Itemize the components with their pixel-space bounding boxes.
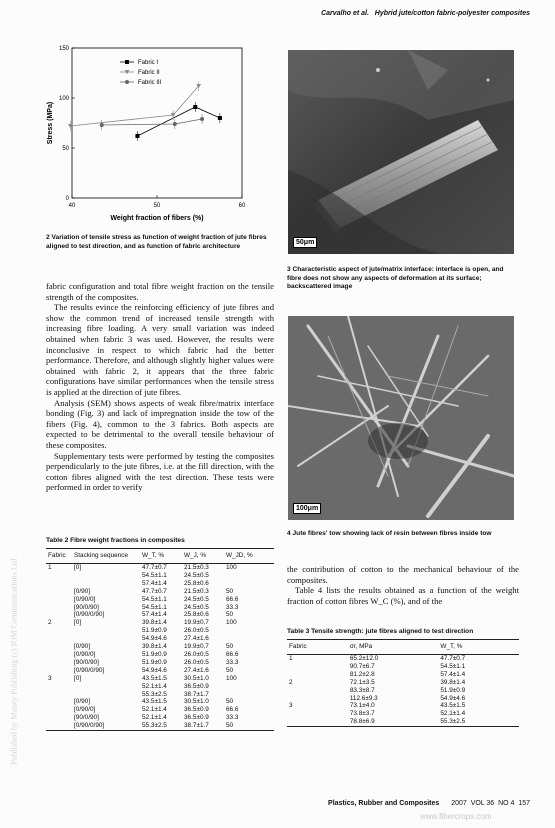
table-2-caption: Table 2 Fibre weight fractions in composites bbox=[46, 537, 185, 544]
table-cell: [0/90/0] bbox=[74, 595, 96, 603]
table-cell: 24.5±0.5 bbox=[184, 571, 209, 579]
sem-interface-image bbox=[288, 50, 514, 254]
table-cell: 57.4±1.4 bbox=[142, 611, 167, 619]
table-cell: 47.7±0.7 bbox=[142, 587, 167, 595]
table-cell: 54.9±4.6 bbox=[440, 694, 466, 702]
paragraph: fabric configuration and total fibre weight fraction on the tensile strength of the composites. bbox=[46, 281, 274, 302]
table-row bbox=[46, 683, 274, 691]
table-cell: [90/0/90] bbox=[74, 603, 99, 611]
table-cell: 66.6 bbox=[226, 650, 239, 658]
table-cell: 25.8±0.6 bbox=[184, 579, 209, 587]
table-cell: 1 bbox=[48, 564, 52, 571]
table-cell: [0/90/0/90] bbox=[74, 611, 105, 619]
table-row bbox=[46, 619, 274, 627]
table-cell: 19.9±0.7 bbox=[184, 619, 209, 627]
table-row bbox=[46, 572, 274, 580]
table-cell: [0/90] bbox=[74, 587, 90, 595]
x-tick-label: 60 bbox=[238, 203, 246, 209]
series-line-2 bbox=[70, 86, 198, 126]
x-tick-label: 50 bbox=[153, 203, 161, 209]
y-tick-label: 100 bbox=[58, 96, 69, 102]
header-authors: Carvalho et al. bbox=[321, 10, 369, 17]
table-cell bbox=[46, 580, 72, 588]
table-header-cell: W_T, % bbox=[440, 643, 463, 651]
table-row bbox=[46, 588, 274, 596]
table-cell bbox=[224, 572, 274, 580]
column-2-body bbox=[287, 564, 519, 606]
table-cell: 26.0±0.5 bbox=[184, 650, 209, 658]
table-cell: 30.5±1.0 bbox=[184, 674, 209, 682]
scale-bar-100um: 100μm bbox=[293, 503, 321, 514]
legend-marker bbox=[125, 60, 129, 64]
paragraph: Table 4 lists the results obtained as a function of the weight fraction of cotton fibres W_C (%), and of the bbox=[287, 585, 519, 606]
table-cell: [0/90/0/90] bbox=[74, 666, 105, 674]
table-cell: [0/90] bbox=[74, 698, 90, 706]
sem-tow-image bbox=[288, 316, 514, 520]
y-tick-label: 0 bbox=[65, 196, 69, 202]
x-tick-label: 40 bbox=[68, 203, 76, 209]
table-cell: [0/90/0/90] bbox=[74, 722, 105, 730]
table-cell: 33.3 bbox=[226, 658, 239, 666]
table-cell: 54.5±1.1 bbox=[142, 603, 167, 611]
table-cell: 50 bbox=[226, 722, 234, 730]
table-row bbox=[287, 655, 519, 663]
table-row bbox=[46, 611, 274, 619]
table-row bbox=[46, 659, 274, 667]
table-cell bbox=[72, 683, 140, 691]
table-cell bbox=[46, 643, 72, 651]
table-cell bbox=[287, 687, 348, 695]
paragraph: the contribution of cotton to the mechanical behaviour of the composites. bbox=[287, 564, 519, 585]
y-tick-label: 150 bbox=[58, 46, 69, 52]
table-cell: 54.5±1.1 bbox=[142, 595, 167, 603]
data-point bbox=[100, 123, 104, 127]
table-cell bbox=[72, 635, 140, 643]
table-row bbox=[287, 679, 519, 687]
table-row bbox=[46, 604, 274, 612]
table-cell: 55.3±2.5 bbox=[440, 718, 466, 726]
table-row bbox=[46, 698, 274, 706]
table-cell bbox=[224, 627, 274, 635]
running-header bbox=[290, 10, 530, 17]
table-cell: 78.8±6.9 bbox=[349, 718, 375, 726]
table-row bbox=[46, 691, 274, 699]
table-cell: [90/0/90] bbox=[74, 658, 99, 666]
table-3-grid bbox=[287, 639, 519, 727]
table-cell: 3 bbox=[289, 702, 293, 710]
table-cell: 57.4±1.4 bbox=[440, 670, 466, 678]
table-cell: 21.5±0.3 bbox=[184, 587, 209, 595]
table-cell: 72.1±3.5 bbox=[349, 678, 375, 686]
table-row bbox=[46, 580, 274, 588]
table-header-cell: Fabric bbox=[289, 643, 307, 651]
series-line-1 bbox=[137, 107, 219, 136]
side-watermark bbox=[4, 270, 19, 770]
table-cell: 50 bbox=[226, 587, 234, 595]
table-cell: 73.1±4.0 bbox=[349, 702, 375, 710]
table-cell bbox=[46, 722, 72, 730]
table-cell: 47.7±0.7 bbox=[440, 655, 466, 662]
table-row bbox=[287, 718, 519, 726]
table-cell: 47.7±0.7 bbox=[142, 564, 167, 571]
table-cell bbox=[46, 691, 72, 699]
table-cell: 100 bbox=[226, 674, 237, 682]
paragraph: The results evince the reinforcing efficiency of jute fibres and show the common trend of increased tensile strength with increasing fibre loading. A very small variation was indeed obtained when fabric 3 was used. However, the results were inconclusive in respect to which fabric had the better performance. Therefore, and although slightly higher values were obtained with fabric 2, it appears that the three fabric configurations have similar performances when the tensile stress is applied at the direction of jute fibres. bbox=[46, 302, 274, 397]
table-cell bbox=[46, 714, 72, 722]
table-cell bbox=[72, 691, 140, 699]
table-cell: 27.4±1.6 bbox=[184, 666, 209, 674]
table-cell: 55.3±2.5 bbox=[142, 722, 167, 730]
table-cell bbox=[72, 580, 140, 588]
table-cell: 50 bbox=[226, 643, 234, 651]
table-cell: 66.6 bbox=[226, 595, 239, 603]
paragraph: Supplementary tests were performed by testing the composites perpendicularly to the jute fibres, i.e. at the fill direction, with the cotton fibres aligned with the test direction. These tests were performed in order to verify bbox=[46, 450, 274, 493]
table-cell bbox=[46, 667, 72, 675]
series-line-3 bbox=[102, 119, 202, 125]
figure-3-sem-image bbox=[288, 50, 514, 254]
table-cell: 43.5±1.5 bbox=[142, 698, 167, 706]
table-row bbox=[46, 667, 274, 675]
table-cell: 52.1±1.4 bbox=[142, 706, 167, 714]
table-cell bbox=[46, 604, 72, 612]
page-footer bbox=[300, 800, 530, 807]
table-cell bbox=[46, 572, 72, 580]
table-cell: 50 bbox=[226, 611, 234, 619]
data-point bbox=[218, 116, 222, 120]
table-cell bbox=[46, 651, 72, 659]
table-cell bbox=[287, 671, 348, 679]
table-cell: 50 bbox=[226, 698, 234, 706]
table-header-cell: W_JD, % bbox=[226, 552, 253, 560]
table-cell: 50 bbox=[226, 666, 234, 674]
table-row bbox=[46, 596, 274, 604]
table-cell: [0] bbox=[74, 564, 82, 571]
footer-journal: Plastics, Rubber and Composites bbox=[328, 800, 440, 807]
table-cell: 36.5±0.9 bbox=[184, 706, 209, 714]
site-watermark: www.fibercrops.com bbox=[420, 812, 492, 821]
table-row bbox=[287, 671, 519, 679]
table-cell: 38.7±1.7 bbox=[184, 690, 209, 698]
table-cell: 100 bbox=[226, 619, 237, 627]
table-cell: [0/90/0] bbox=[74, 706, 96, 714]
table-cell: 66.6 bbox=[226, 706, 239, 714]
table-cell: 25.8±0.6 bbox=[184, 611, 209, 619]
table-cell: [0/90] bbox=[74, 643, 90, 651]
legend-label: Fabric I bbox=[138, 60, 159, 67]
data-point bbox=[135, 134, 139, 138]
table-cell bbox=[46, 611, 72, 619]
table-cell: [0] bbox=[74, 674, 82, 682]
table-cell: 21.5±0.3 bbox=[184, 564, 209, 571]
table-header-cell: Stacking sequence bbox=[74, 552, 129, 560]
table-cell: 51.9±0.9 bbox=[142, 658, 167, 666]
table-row bbox=[46, 651, 274, 659]
table-cell: 54.5±1.1 bbox=[440, 662, 466, 670]
footer-year: 2007 bbox=[451, 800, 467, 807]
table-cell: 33.3 bbox=[226, 714, 239, 722]
table-cell: 19.9±0.7 bbox=[184, 643, 209, 651]
figure-2-caption: 2 Variation of tensile stress as function of weight fraction of jute fibres aligned to test direction, and as function of fabric architecture bbox=[46, 234, 267, 250]
table-cell: [0] bbox=[74, 619, 82, 627]
table-cell bbox=[46, 588, 72, 596]
table-cell: 52.1±1.4 bbox=[142, 682, 167, 690]
table-cell: 55.3±2.5 bbox=[142, 690, 167, 698]
table-header-cell: W_T, % bbox=[142, 552, 165, 560]
table-cell: 81.2±2.8 bbox=[349, 670, 375, 678]
table-cell: 38.7±1.7 bbox=[184, 722, 209, 730]
footer-volume: VOL 36 bbox=[470, 800, 495, 807]
table-cell bbox=[46, 596, 72, 604]
table-cell: 65.2±12.0 bbox=[349, 655, 379, 662]
table-cell: 27.4±1.6 bbox=[184, 635, 209, 643]
table-cell bbox=[224, 691, 274, 699]
table-header-cell: W_J, % bbox=[184, 552, 207, 560]
table-header-cell: Fabric bbox=[48, 552, 66, 560]
table-cell bbox=[287, 710, 348, 718]
table-row bbox=[287, 695, 519, 703]
table-cell: 43.5±1.5 bbox=[440, 702, 466, 710]
table-row bbox=[46, 714, 274, 722]
legend-label: Fabric II bbox=[138, 70, 160, 77]
scale-bar-50um: 50μm bbox=[293, 237, 317, 248]
table-cell: 24.5±0.5 bbox=[184, 595, 209, 603]
table-cell bbox=[46, 627, 72, 635]
table-cell: 52.1±1.4 bbox=[142, 714, 167, 722]
table-cell bbox=[224, 683, 274, 691]
table-row bbox=[287, 687, 519, 695]
y-axis-label: Stress (MPa) bbox=[47, 101, 54, 145]
stress-chart-svg bbox=[42, 40, 272, 230]
table-2-grid bbox=[46, 548, 274, 731]
table-cell: 51.9±0.9 bbox=[440, 686, 466, 694]
table-header-cell: σr, MPa bbox=[349, 643, 373, 651]
table-cell: 57.4±1.4 bbox=[142, 579, 167, 587]
table-row bbox=[287, 663, 519, 671]
table-cell: 36.5±0.9 bbox=[184, 714, 209, 722]
table-cell: 73.8±3.7 bbox=[349, 710, 375, 718]
table-cell bbox=[46, 706, 72, 714]
table-3 bbox=[287, 628, 519, 727]
table-cell: 30.5±1.0 bbox=[184, 698, 209, 706]
table-cell: 54.9±4.6 bbox=[142, 635, 167, 643]
table-cell bbox=[46, 683, 72, 691]
table-row bbox=[46, 706, 274, 714]
table-cell: 51.9±0.9 bbox=[142, 650, 167, 658]
table-cell: 52.1±1.4 bbox=[440, 710, 466, 718]
table-cell: 54.9±4.6 bbox=[142, 666, 167, 674]
table-row bbox=[46, 627, 274, 635]
legend-label: Fabric III bbox=[138, 80, 162, 87]
figure-4-sem-image bbox=[288, 316, 514, 520]
footer-issue: NO 4 bbox=[498, 800, 515, 807]
table-cell: 83.3±8.7 bbox=[349, 686, 375, 694]
table-cell: 2 bbox=[48, 619, 52, 627]
table-cell: 112.6±9.3 bbox=[349, 694, 378, 702]
table-cell: 1 bbox=[289, 655, 293, 662]
table-cell: 43.5±1.5 bbox=[142, 674, 167, 682]
table-row bbox=[287, 710, 519, 718]
table-row bbox=[46, 635, 274, 643]
table-cell: 54.5±1.1 bbox=[142, 571, 167, 579]
table-cell bbox=[224, 635, 274, 643]
table-cell bbox=[287, 718, 348, 726]
table-cell bbox=[287, 695, 348, 703]
table-cell bbox=[72, 572, 140, 580]
paragraph: Analysis (SEM) shows aspects of weak fibre/matrix interface bonding (Fig. 3) and lack of impregnation inside the tow of the fibers (Fig. 4), common to the 3 fabrics. Both aspects are expected to be detrimental to the overall tensile behaviour of these composites. bbox=[46, 397, 274, 450]
table-cell: 51.9±0.9 bbox=[142, 627, 167, 635]
table-cell: 26.0±0.5 bbox=[184, 658, 209, 666]
table-cell: 100 bbox=[226, 564, 237, 571]
table-cell bbox=[287, 663, 348, 671]
data-point bbox=[173, 122, 177, 126]
data-point bbox=[200, 117, 204, 121]
table-cell bbox=[224, 580, 274, 588]
table-cell: 2 bbox=[289, 678, 293, 686]
figure-4-caption: 4 Jute fibres' tow showing lack of resin between fibres inside tow bbox=[287, 530, 492, 537]
table-cell: [90/0/90] bbox=[74, 714, 99, 722]
watermark-text: Published by Maney Publishing (c) IOM Communications Ltd bbox=[9, 558, 19, 765]
x-axis-label: Weight fraction of fibers (%) bbox=[110, 215, 204, 222]
table-cell: 36.5±0.9 bbox=[184, 682, 209, 690]
y-tick-label: 50 bbox=[62, 146, 69, 152]
table-cell bbox=[46, 635, 72, 643]
table-cell: 90.7±6.7 bbox=[349, 662, 375, 670]
table-2 bbox=[46, 537, 274, 731]
table-cell bbox=[46, 659, 72, 667]
data-point bbox=[193, 105, 197, 109]
figure-2-chart bbox=[42, 40, 272, 230]
table-cell: 39.8±1.4 bbox=[142, 643, 167, 651]
table-row bbox=[46, 675, 274, 683]
figure-3-caption: 3 Characteristic aspect of jute/matrix interface: interface is open, and fibre does not show any aspects of deformation at its surface; backscattered image bbox=[287, 266, 504, 291]
table-cell: 24.5±0.5 bbox=[184, 603, 209, 611]
table-cell: 3 bbox=[48, 674, 52, 682]
header-title: Hybrid jute/cotton fabric-polyester composites bbox=[374, 10, 530, 17]
footer-page: 157 bbox=[518, 800, 530, 807]
column-1-body bbox=[46, 281, 274, 493]
table-cell: 39.8±1.4 bbox=[440, 678, 466, 686]
table-row bbox=[287, 702, 519, 710]
table-row bbox=[46, 564, 274, 572]
table-3-caption: Table 3 Tensile strength: jute fibres aligned to test direction bbox=[287, 628, 474, 635]
table-cell: 39.8±1.4 bbox=[142, 619, 167, 627]
table-cell: [0/90/0] bbox=[74, 650, 96, 658]
table-row bbox=[46, 643, 274, 651]
table-row bbox=[46, 722, 274, 730]
legend-marker bbox=[125, 80, 129, 84]
table-cell: 26.0±0.5 bbox=[184, 627, 209, 635]
table-cell bbox=[46, 698, 72, 706]
table-cell bbox=[72, 627, 140, 635]
table-cell: 33.3 bbox=[226, 603, 239, 611]
